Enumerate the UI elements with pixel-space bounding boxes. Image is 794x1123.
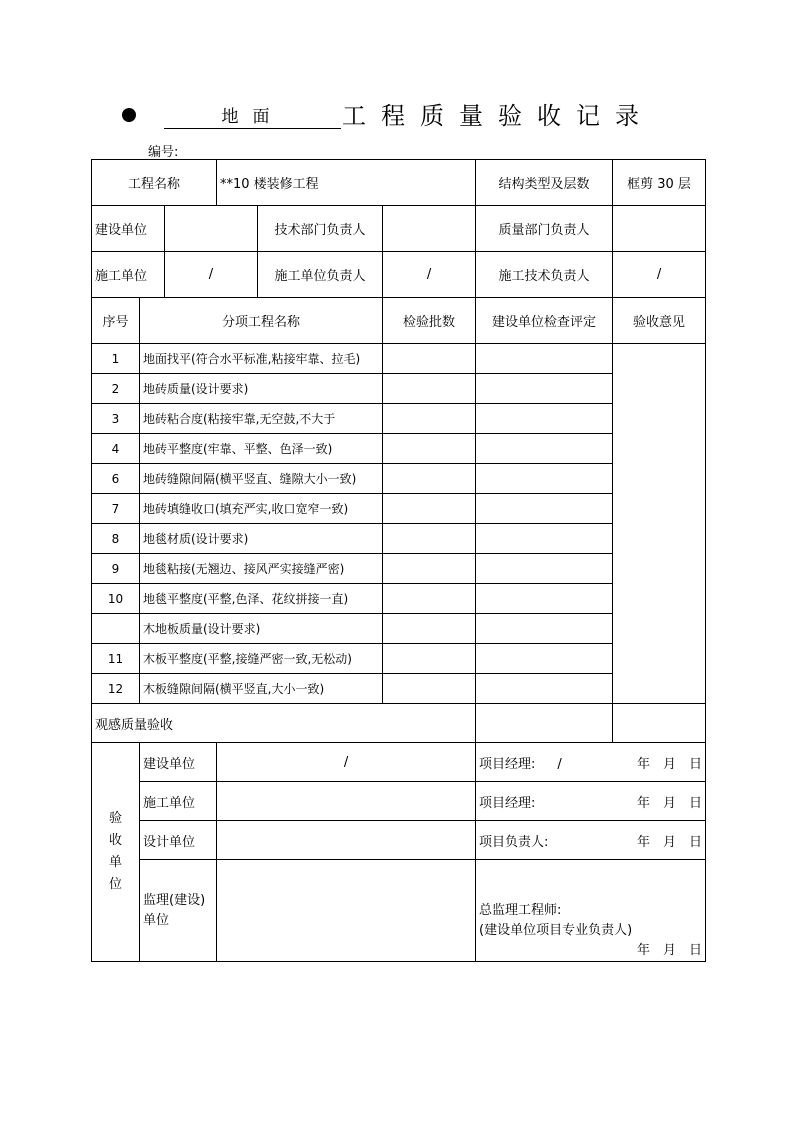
owner-value[interactable] xyxy=(165,206,258,252)
project-name-value[interactable]: **10 楼装修工程 xyxy=(217,160,476,206)
appearance-owner-eval[interactable] xyxy=(476,704,613,743)
item-batches[interactable] xyxy=(383,614,476,644)
bullet-icon xyxy=(122,108,136,122)
builder-label: 施工单位 xyxy=(92,252,165,298)
col-header-name: 分项工程名称 xyxy=(140,298,383,344)
project-row xyxy=(92,160,706,206)
item-owner-eval[interactable] xyxy=(476,374,613,404)
builder-tech-label: 施工技术负责人 xyxy=(476,252,613,298)
item-owner-eval[interactable] xyxy=(476,344,613,374)
quality-head-value[interactable] xyxy=(613,206,706,252)
acceptance-unit-value[interactable]: / xyxy=(217,743,476,782)
item-batches[interactable] xyxy=(383,374,476,404)
builder-tech-value[interactable]: / xyxy=(613,252,706,298)
acceptance-row xyxy=(92,782,706,821)
builder-head-label: 施工单位负责人 xyxy=(258,252,383,298)
item-name: 木地板质量(设计要求) xyxy=(140,614,383,644)
item-owner-eval[interactable] xyxy=(476,644,613,674)
acceptance-signoff[interactable]: 项目负责人: 年 月 日 xyxy=(476,821,706,860)
item-owner-eval[interactable] xyxy=(476,674,613,704)
project-name-label: 工程名称 xyxy=(92,160,217,206)
item-owner-eval[interactable] xyxy=(476,494,613,524)
item-no: 12 xyxy=(92,674,140,704)
item-batches[interactable] xyxy=(383,494,476,524)
item-no: 3 xyxy=(92,404,140,434)
item-no: 8 xyxy=(92,524,140,554)
item-batches[interactable] xyxy=(383,404,476,434)
item-name: 地砖填缝收口(填充严实,收口宽窄一致) xyxy=(140,494,383,524)
item-no: 7 xyxy=(92,494,140,524)
appearance-row xyxy=(92,704,706,743)
acceptance-unit-value[interactable] xyxy=(217,782,476,821)
col-header-owner-eval: 建设单位检查评定 xyxy=(476,298,613,344)
item-owner-eval[interactable] xyxy=(476,434,613,464)
item-batches[interactable] xyxy=(383,584,476,614)
acceptance-unit: 设计单位 xyxy=(140,821,217,860)
item-name: 地砖平整度(牢靠、平整、色泽一致) xyxy=(140,434,383,464)
acceptance-unit-value[interactable] xyxy=(217,821,476,860)
item-name: 地砖缝隙间隔(横平竖直、缝隙大小一致) xyxy=(140,464,383,494)
item-name: 木板平整度(平整,接缝严密一致,无松动) xyxy=(140,644,383,674)
acceptance-signoff[interactable]: 项目经理: / 年 月 日 xyxy=(476,743,706,782)
supervisor-signoff[interactable] xyxy=(476,860,706,962)
acceptance-side-label: 验 收 单 位 xyxy=(92,743,140,962)
title-text: 工程质量验收记录 xyxy=(342,102,654,130)
acceptance-unit: 建设单位 xyxy=(140,743,217,782)
item-no: 2 xyxy=(92,374,140,404)
builder-row xyxy=(92,252,706,298)
item-name: 木板缝隙间隔(横平竖直,大小一致) xyxy=(140,674,383,704)
code-label: 编号: xyxy=(148,145,179,160)
item-owner-eval[interactable] xyxy=(476,404,613,434)
item-batches[interactable] xyxy=(383,344,476,374)
subject-field: 地面 xyxy=(164,106,341,129)
supervisor-role: 总监理工程师: xyxy=(479,903,562,918)
item-name: 地砖粘合度(粘接牢靠,无空鼓,不大于 xyxy=(140,404,383,434)
item-name: 地毯平整度(平整,色泽、花纹拼接一直) xyxy=(140,584,383,614)
item-name: 地毯粘接(无翘边、接风严实接缝严密) xyxy=(140,554,383,584)
item-name: 地毯材质(设计要求) xyxy=(140,524,383,554)
quality-head-label: 质量部门负责人 xyxy=(476,206,613,252)
tech-head-label: 技术部门负责人 xyxy=(258,206,383,252)
supervisor-row xyxy=(92,860,706,962)
item-owner-eval[interactable] xyxy=(476,464,613,494)
item-row xyxy=(92,344,706,374)
col-header-no: 序号 xyxy=(92,298,140,344)
record-table xyxy=(91,159,706,962)
appearance-label: 观感质量验收 xyxy=(92,704,476,743)
item-no xyxy=(92,614,140,644)
item-no: 11 xyxy=(92,644,140,674)
items-header-row xyxy=(92,298,706,344)
item-batches[interactable] xyxy=(383,524,476,554)
supervisor-unit: 监理(建设) 单位 xyxy=(140,860,217,962)
item-owner-eval[interactable] xyxy=(476,614,613,644)
appearance-opinion[interactable] xyxy=(613,704,706,743)
item-no: 10 xyxy=(92,584,140,614)
item-no: 9 xyxy=(92,554,140,584)
item-name: 地砖质量(设计要求) xyxy=(140,374,383,404)
owner-label: 建设单位 xyxy=(92,206,165,252)
acceptance-signoff[interactable]: 项目经理: 年 月 日 xyxy=(476,782,706,821)
item-batches[interactable] xyxy=(383,674,476,704)
owner-row xyxy=(92,206,706,252)
item-name: 地面找平(符合水平标准,粘接牢靠、拉毛) xyxy=(140,344,383,374)
supervisor-date: 年 月 日 xyxy=(637,943,703,958)
item-batches[interactable] xyxy=(383,464,476,494)
supervisor-role-note: (建设单位项目专业负责人) xyxy=(479,923,633,938)
structure-label: 结构类型及层数 xyxy=(476,160,613,206)
opinion-cell[interactable] xyxy=(613,344,706,704)
builder-head-value[interactable]: / xyxy=(383,252,476,298)
acceptance-row xyxy=(92,821,706,860)
item-owner-eval[interactable] xyxy=(476,584,613,614)
acceptance-unit: 施工单位 xyxy=(140,782,217,821)
item-owner-eval[interactable] xyxy=(476,554,613,584)
item-no: 1 xyxy=(92,344,140,374)
item-no: 6 xyxy=(92,464,140,494)
acceptance-row xyxy=(92,743,706,782)
item-batches[interactable] xyxy=(383,644,476,674)
document-title xyxy=(120,100,720,134)
item-batches[interactable] xyxy=(383,434,476,464)
structure-value[interactable]: 框剪 30 层 xyxy=(613,160,706,206)
item-batches[interactable] xyxy=(383,554,476,584)
item-no: 4 xyxy=(92,434,140,464)
col-header-batches: 检验批数 xyxy=(383,298,476,344)
builder-value[interactable]: / xyxy=(165,252,258,298)
item-owner-eval[interactable] xyxy=(476,524,613,554)
supervisor-unit-value[interactable] xyxy=(217,860,476,962)
col-header-opinion: 验收意见 xyxy=(613,298,706,344)
tech-head-value[interactable] xyxy=(383,206,476,252)
